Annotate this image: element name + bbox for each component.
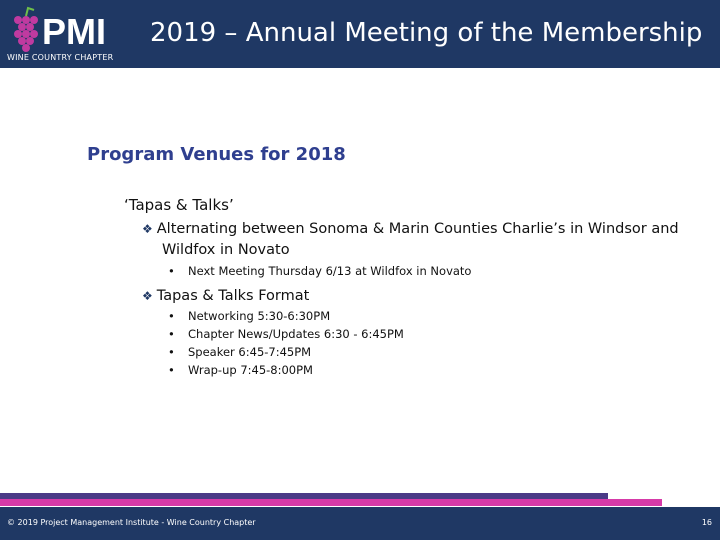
bullet-dot-icon: • bbox=[168, 363, 175, 377]
page-number: 16 bbox=[701, 518, 712, 527]
bullet-venues bbox=[142, 219, 702, 261]
list-item bbox=[168, 264, 471, 278]
format-item-text: Chapter News/Updates 6:30 - 6:45PM bbox=[188, 327, 404, 341]
format-item-text: Speaker 6:45-7:45PM bbox=[188, 345, 312, 359]
bullet-venues-line2: Wildfox in Novato bbox=[162, 242, 290, 258]
bullet-format bbox=[142, 288, 309, 304]
footer-copyright: © 2019 Project Management Institute - Wine Country Chapter bbox=[7, 518, 256, 527]
list-item bbox=[168, 309, 330, 323]
section-heading: Program Venues for 2018 bbox=[87, 144, 346, 165]
diamond-bullet-icon: ❖ bbox=[142, 289, 153, 303]
next-meeting-text: Next Meeting Thursday 6/13 at Wildfox in Novato bbox=[188, 264, 472, 278]
format-item-text: Networking 5:30-6:30PM bbox=[188, 309, 331, 323]
format-item-text: Wrap-up 7:45-8:00PM bbox=[188, 363, 313, 377]
list-item bbox=[168, 345, 311, 359]
list-item bbox=[168, 327, 404, 341]
section-subheading: ‘Tapas & Talks’ bbox=[124, 196, 234, 214]
logo-text: PMI bbox=[42, 11, 107, 52]
bullet-dot-icon: • bbox=[168, 327, 175, 341]
bullet-venues-line1: Alternating between Sonoma & Marin Counties Charlie’s in Windsor and bbox=[156, 221, 679, 237]
page-title: 2019 – Annual Meeting of the Membership bbox=[150, 18, 703, 48]
logo-subtitle: WINE COUNTRY CHAPTER bbox=[7, 53, 114, 62]
footer-accent-pink bbox=[0, 499, 662, 506]
bullet-dot-icon: • bbox=[168, 309, 175, 323]
list-item bbox=[168, 363, 313, 377]
bullet-dot-icon: • bbox=[168, 345, 175, 359]
diamond-bullet-icon: ❖ bbox=[142, 222, 153, 236]
bullet-dot-icon: • bbox=[168, 264, 175, 278]
bullet-format-text: Tapas & Talks Format bbox=[156, 288, 310, 304]
